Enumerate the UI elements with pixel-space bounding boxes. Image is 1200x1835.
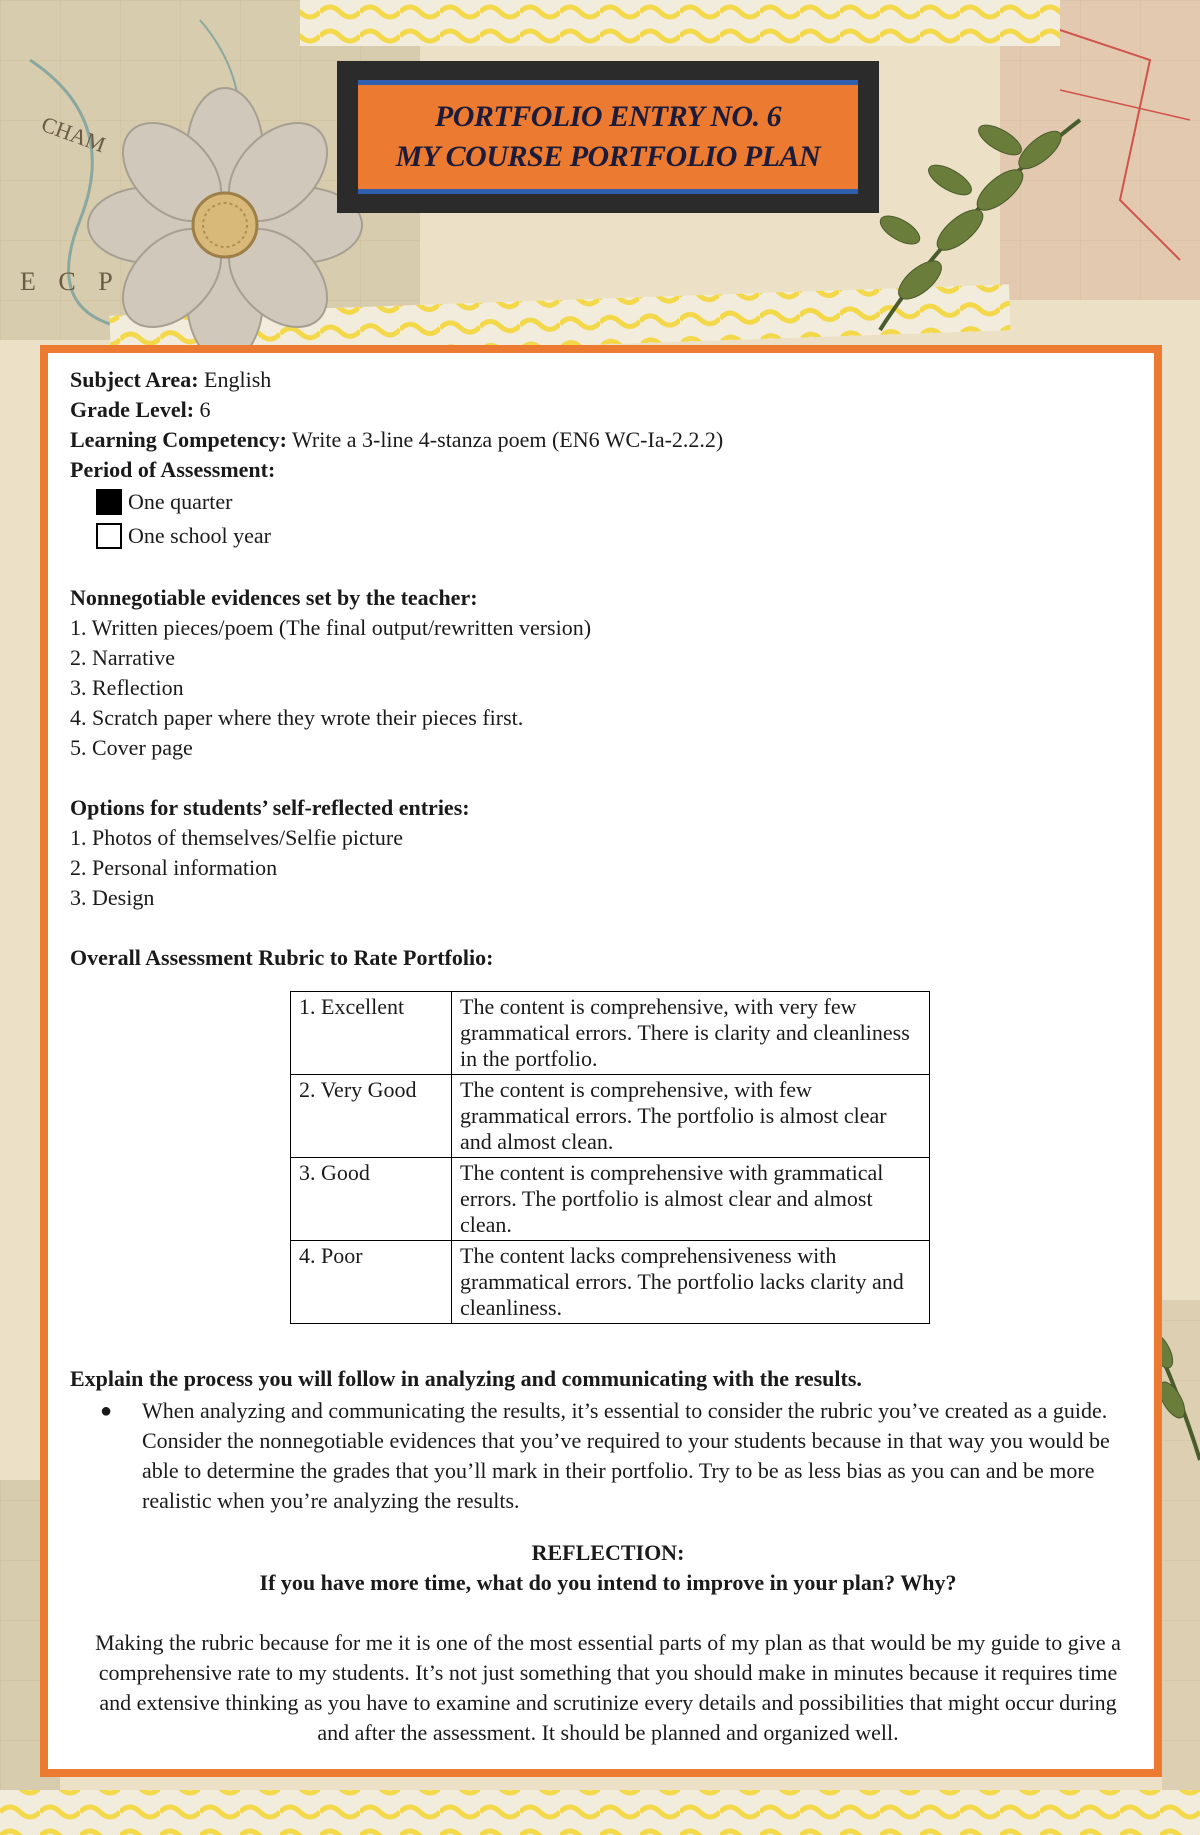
table-row: [291, 1075, 930, 1158]
checkbox-unchecked-icon[interactable]: [96, 523, 122, 549]
bullet-icon: ●: [99, 1400, 113, 1422]
subject-area-value: English: [204, 367, 272, 392]
period-option-one-quarter[interactable]: [96, 485, 1146, 519]
grade-level-row: [70, 395, 1146, 425]
table-row: [291, 1158, 930, 1241]
rubric-description: The content is comprehensive, with few grammatical errors. The portfolio is almost clear and almost clean.: [452, 1075, 930, 1158]
subject-area-row: [70, 365, 1146, 395]
process-bullet-text: When analyzing and communicating the results, it’s essential to consider the rubric you’ve created as a guide. Consider the nonnegotiable evidences that you’ve required to your students because in that way you would be able to determine the grades that you’ll mark in their portfolio. Try to be as less bias as you can and be more realistic when you’re analyzing the results.: [142, 1398, 1110, 1513]
nonnegotiable-item: 5. Cover page: [70, 735, 193, 760]
learning-competency-label: Learning Competency:: [70, 427, 287, 452]
title-banner: [337, 61, 879, 213]
table-row: [291, 992, 930, 1075]
grade-level-value: 6: [199, 397, 211, 422]
reflection-question: If you have more time, what do you intend to improve in your plan? Why?: [259, 1570, 957, 1595]
rubric-heading: Overall Assessment Rubric to Rate Portfolio:: [70, 945, 494, 970]
svg-text:E C P: E C P: [20, 267, 121, 296]
rubric-level: 3. Good: [291, 1158, 452, 1241]
svg-text:CHAM: CHAM: [38, 111, 109, 158]
plan-content: [70, 365, 1146, 1748]
title-line-2: MY COURSE PORTFOLIO PLAN: [395, 140, 821, 173]
learning-competency-row: [70, 425, 1146, 455]
rubric-level: 2. Very Good: [291, 1075, 452, 1158]
checkbox-checked-icon[interactable]: [96, 489, 122, 515]
title-inner-panel: [358, 80, 858, 194]
title-line-1: PORTFOLIO ENTRY NO. 6: [434, 100, 782, 133]
nonnegotiable-item: 1. Written pieces/poem (The final output/rewritten version): [70, 615, 592, 640]
option-item: 3. Design: [70, 885, 155, 910]
table-row: [291, 1241, 930, 1324]
nonnegotiable-item: 4. Scratch paper where they wrote their pieces first.: [70, 705, 524, 730]
options-heading: Options for students’ self-reflected entries:: [70, 795, 470, 820]
learning-competency-value: Write a 3-line 4-stanza poem (EN6 WC-Ia-2.2.2): [292, 427, 724, 452]
period-option-one-school-year[interactable]: [96, 519, 1146, 553]
rubric-level: 1. Excellent: [291, 992, 452, 1075]
rubric-description: The content lacks comprehensiveness with grammatical errors. The portfolio lacks clarity and cleanliness.: [452, 1241, 930, 1324]
rubric-description: The content is comprehensive with grammatical errors. The portfolio is almost clear and almost clean.: [452, 1158, 930, 1241]
nonnegotiable-heading: Nonnegotiable evidences set by the teacher:: [70, 585, 478, 610]
option-item: 1. Photos of themselves/Selfie picture: [70, 825, 403, 850]
rubric-table: [290, 991, 930, 1324]
grade-level-label: Grade Level:: [70, 397, 195, 422]
nonnegotiable-item: 3. Reflection: [70, 675, 184, 700]
reflection-answer: Making the rubric because for me it is one of the most essential parts of my plan as that would be my guide to give a comprehensive rate to my students. It’s not just something that you should make in minutes because it requires time and extensive thinking as you have to examine and scrutinize every details and possibilities that might occur during and after the assessment. It should be planned and organized well.: [95, 1630, 1121, 1745]
period-of-assessment-label: Period of Assessment:: [70, 457, 276, 482]
rubric-level: 4. Poor: [291, 1241, 452, 1324]
period-option-label: One school year: [128, 523, 271, 548]
portfolio-plan-card: [40, 345, 1162, 1777]
option-item: 2. Personal information: [70, 855, 278, 880]
process-heading: Explain the process you will follow in analyzing and communicating with the results.: [70, 1366, 862, 1391]
subject-area-label: Subject Area:: [70, 367, 199, 392]
rubric-description: The content is comprehensive, with very few grammatical errors. There is clarity and cleanliness in the portfolio.: [452, 992, 930, 1075]
process-bullet-item: [70, 1396, 1146, 1516]
nonnegotiable-item: 2. Narrative: [70, 645, 176, 670]
reflection-title: REFLECTION:: [531, 1540, 685, 1565]
period-option-label: One quarter: [128, 489, 233, 514]
